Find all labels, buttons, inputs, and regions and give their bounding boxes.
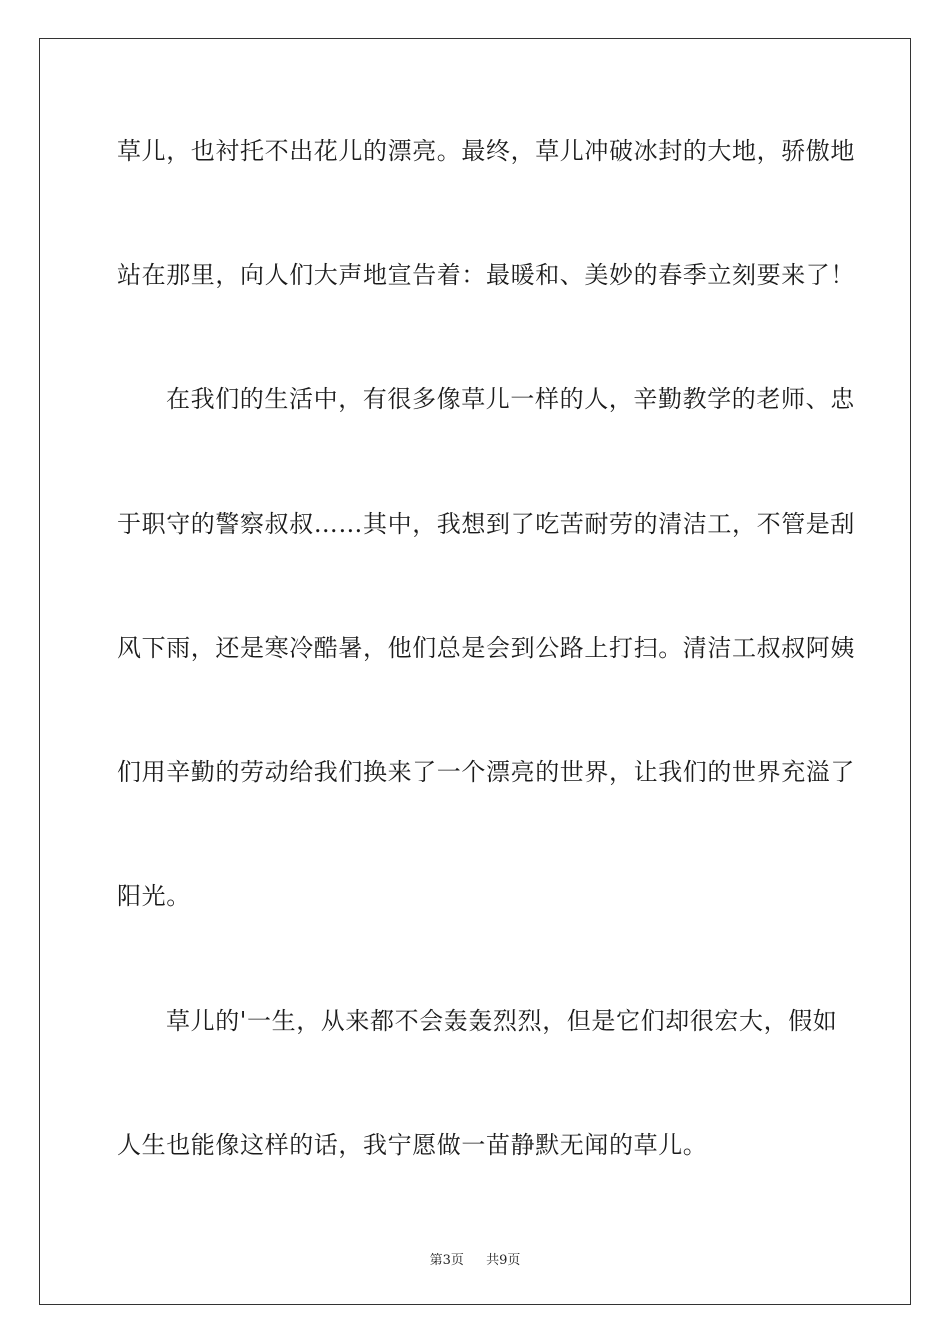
text-line-9: 人生也能像这样的话，我宁愿做一苗静默无闻的草儿。: [117, 1131, 708, 1159]
text-line-1: 草儿，也衬托不出花儿的漂亮。最终，草儿冲破冰封的大地，骄傲地: [117, 137, 855, 165]
page-number: 第3页: [429, 1253, 464, 1268]
page-footer: [0, 1249, 950, 1268]
page-total: 共9页: [486, 1253, 521, 1268]
text-line-5: 风下雨，还是寒冷酷暑，他们总是会到公路上打扫。清洁工叔叔阿姨: [117, 634, 855, 662]
text-line-2: 站在那里，向人们大声地宣告着：最暖和、美妙的春季立刻要来了！: [117, 261, 855, 289]
page-border: [39, 38, 911, 1305]
text-line-7: 阳光。: [117, 882, 191, 910]
text-line-4: 于职守的警察叔叔……其中，我想到了吃苦耐劳的清洁工，不管是刮: [117, 510, 855, 538]
text-line-6: 们用辛勤的劳动给我们换来了一个漂亮的世界，让我们的世界充溢了: [117, 758, 855, 786]
text-line-8: 草儿的'一生，从来都不会轰轰烈烈，但是它们却很宏大，假如: [166, 1007, 838, 1035]
text-line-3: 在我们的生活中，有很多像草儿一样的人，辛勤教学的老师、忠: [166, 385, 855, 413]
